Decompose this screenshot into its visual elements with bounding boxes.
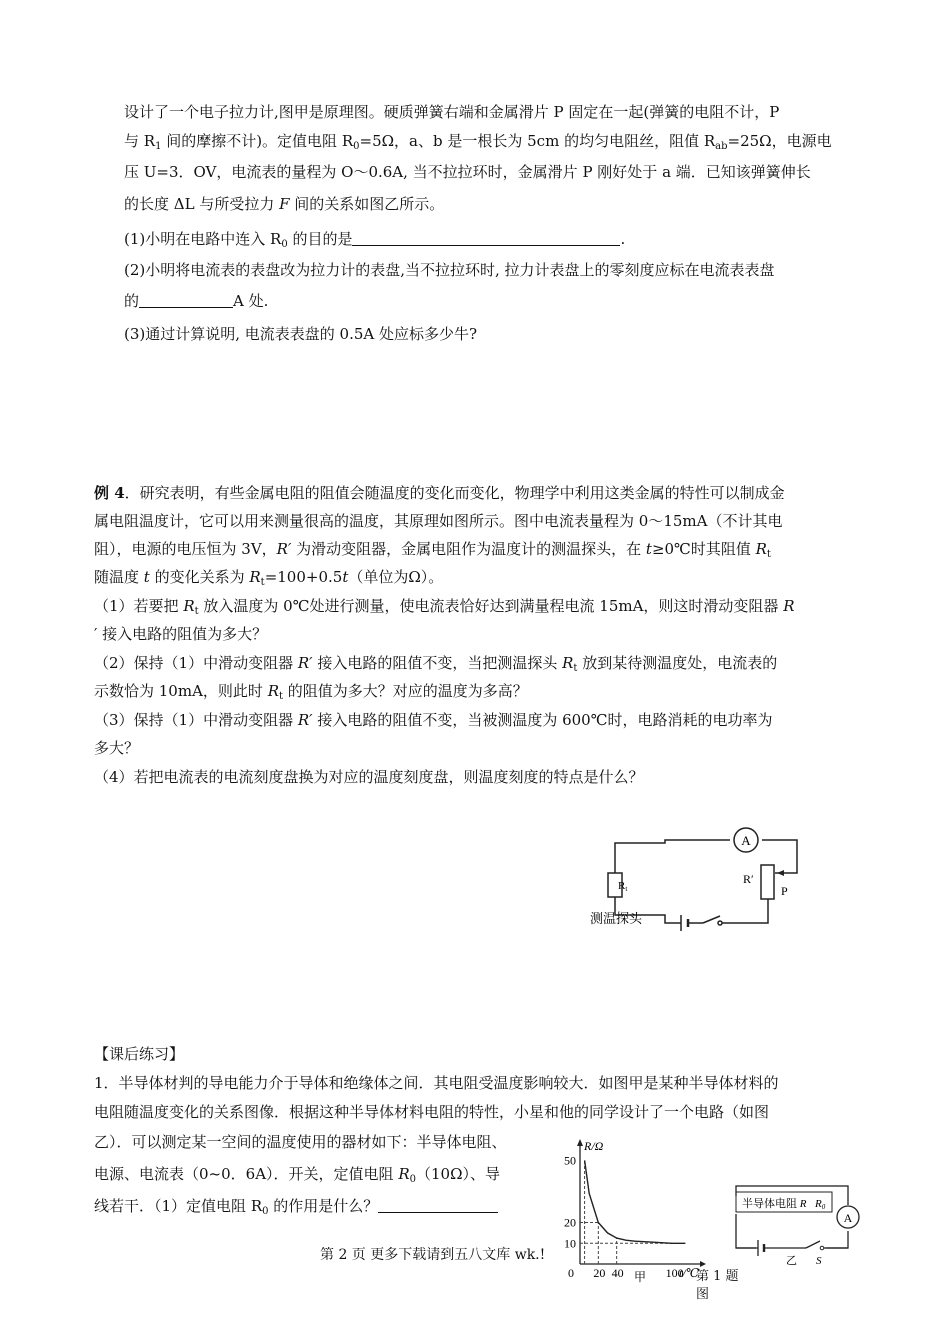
x-axis-label-visible: t/℃: [679, 1266, 700, 1280]
semiconductor-label: 半导体电阻 R: [742, 1198, 807, 1210]
x-tick-label: 40: [611, 1266, 624, 1280]
q3-question-1: (1)小明在电路中连入 $R_0$ 的目的是 .: [124, 225, 860, 259]
homework-line4: 电源、电流表（0~0．6A）．开关，定值电阻 $R_0(10\Omega)$、导: [94, 1165, 501, 1185]
switch-label: S: [816, 1255, 822, 1267]
y-tick-label: 50: [564, 1153, 576, 1168]
q3-question-2-line1: (2)小明将电流表的表盘改为拉力计的表盘,当不拉拉环时, 拉力计表盘上的零刻度应标在电流表表盘: [124, 261, 775, 279]
example4-line4: 随温度 t 的变化关系为 $R_t=100+0.5t$（单位为Ω）。: [94, 568, 444, 588]
homework-line1: 1．半导体材判的导电能力介于导体和绝缘体之间．其电阻受温度影响较大．如图甲是某种半导体材料的: [94, 1074, 779, 1092]
circuit-frame: [736, 1186, 848, 1248]
example4-line3: 阻），电源的电压恒为 3V，R′ 为滑动变阻器，金属电阻作为温度计的测温探头，在 t≥0℃时其阻值 $R_t$: [94, 540, 771, 560]
probe-label: 测温探头: [590, 911, 643, 926]
homework-title: 【课后练习】: [94, 1045, 185, 1063]
x-tick-label: 0: [568, 1266, 574, 1280]
example4-sub2-line2: 示数恰为 10mA，则此时 $R_t$ 的阻值为多大？对应的温度为多高？: [94, 682, 528, 702]
variable-resistor: [761, 865, 774, 899]
example4-line1: 例 4．研究表明，有些金属电阻的阻值会随温度的变化而变化，物理学中利用这类金属的特性可以制成金: [94, 484, 785, 502]
homework-line5: 线若干．（1）定值电阻 $R_0$ 的作用是什么？: [94, 1192, 864, 1226]
homework-line3: 乙）．可以测定某一空间的温度使用的器材如下：半导体电阻、: [94, 1133, 507, 1151]
example4-sub3-line2: 多大？: [94, 739, 140, 757]
r-prime-label: R′: [743, 872, 754, 886]
y-axis-label: R/Ω: [584, 1139, 604, 1153]
example4-sub1-line2: ′ 接入电路的阻值为多大？: [94, 625, 268, 643]
y-tick-label: 20: [564, 1215, 576, 1230]
r0-label: R0: [815, 1198, 826, 1211]
figure-caption: 第 1 题 图: [696, 1269, 739, 1302]
thermometer-circuit-diagram: [585, 825, 815, 945]
ammeter-label: A: [843, 1211, 853, 1225]
q3-intro-line1: 设计了一个电子拉力计,图甲是原理图。硬质弹簧右端和金属滑片 P 固定在一起(弹簧的电阻不计，P: [124, 103, 780, 121]
q3-intro-line4: 的长度 ΔL 与所受拉力 F 间的关系如图乙所示。: [124, 195, 445, 213]
example4-sub1-line1: （1）若要把 $R_t$ 放入温度为 0℃处进行测量，使电流表恰好达到满量程电流 15mA，则这时滑动变阻器 R: [94, 597, 795, 617]
q3-question-2-line2: 的 A 处.: [124, 287, 860, 316]
rt-label: Rt: [618, 880, 628, 893]
example4-sub3-line1: （3）保持（1）中滑动变阻器 R′ 接入电路的阻值不变，当被测温度为 600℃时，电路消耗的电功率为: [94, 711, 773, 729]
page-footer: 第 2 页 更多下载请到五八文库 wk.!: [320, 1247, 546, 1263]
slider-p-label: P: [781, 884, 788, 898]
resistance-temperature-chart: [558, 1138, 708, 1286]
q3-intro-line2: 与 $R_1$ 间的摩擦不计)。定值电阻 $R_0=5\Omega$，a、b 是一根长为 5cm 的均匀电阻丝，阻值 $R_{ab}=25\Omega$，电源电: [124, 132, 832, 152]
slider-arrow-icon: [777, 870, 784, 876]
x-tick-label: 20: [593, 1266, 606, 1280]
example4-sub2-line1: （2）保持（1）中滑动变阻器 R′ 接入电路的阻值不变，当把测温探头 $R_t$ 放到某待测温度处，电流表的: [94, 654, 778, 674]
homework-line2: 电阻随温度变化的关系图像．根据这种半导体材料电阻的特性，小星和他的同学设计了一个电路（如图: [94, 1103, 770, 1121]
ammeter-label: A: [741, 833, 751, 848]
q3-question-3: (3)通过计算说明, 电流表表盘的 0.5A 处应标多少牛?: [124, 325, 478, 343]
x-tick-label: 100: [665, 1266, 684, 1280]
answer-blank-3[interactable]: [378, 1194, 498, 1213]
x-axis-arrow-icon: [700, 1261, 706, 1267]
answer-blank-1[interactable]: [352, 227, 620, 246]
q3-intro-line3: 压 U=3．OV，电流表的量程为 O～0.6A, 当不拉拉环时，金属滑片 P 刚好处于 a 端．已知该弹簧伸长: [124, 163, 811, 181]
circuit-caption: 乙: [786, 1255, 797, 1267]
y-axis-arrow-icon: [577, 1139, 583, 1146]
y-tick-label: 10: [564, 1236, 576, 1251]
chart-title: 甲: [633, 1270, 647, 1284]
example4-sub4: （4）若把电流表的电流刻度盘换为对应的温度刻度盘，则温度刻度的特点是什么？: [94, 768, 644, 786]
series-line: [585, 1160, 686, 1243]
semiconductor-circuit-diagram: [722, 1172, 872, 1268]
example4-line2: 属电阻温度计，它可以用来测量很高的温度，其原理如图所示。图中电流表量程为 0～15mA（不计其电: [94, 512, 783, 530]
answer-blank-2[interactable]: [139, 289, 233, 308]
